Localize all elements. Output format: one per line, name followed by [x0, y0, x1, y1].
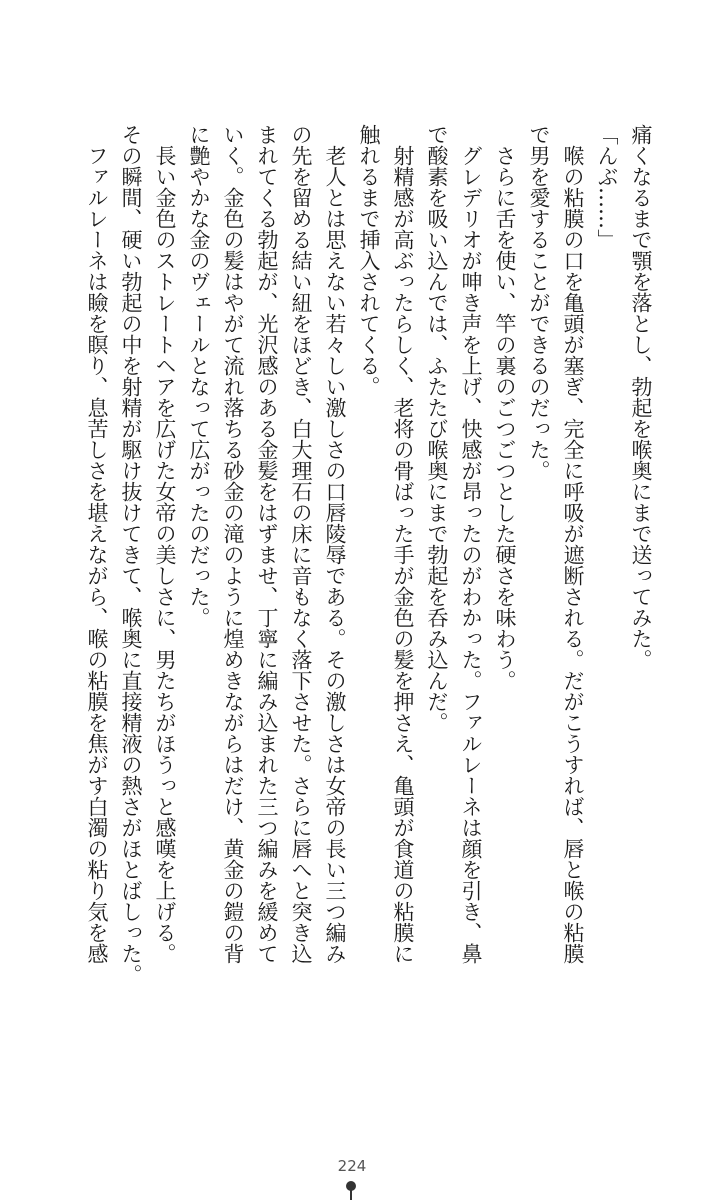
text-line: で男を愛することができるのだった。 — [527, 124, 551, 481]
text-line: の先を留める結い紐をほどき、白大理石の床に音もなく落下させた。さらに唇へと突き込 — [289, 124, 313, 964]
text-line: 痛くなるまで顎を落とし、勃起を喉奥にまで送ってみた。 — [629, 124, 653, 670]
text-line: 射精感が高ぶったらしく、老将の骨ばった手が金色の髪を押さえ、亀頭が食道の粘膜に — [391, 124, 415, 964]
text-line: まれてくる勃起が、光沢感のある金髪をはずませ、丁寧に編み込まれた三つ編みを緩めて — [255, 124, 279, 964]
text-line: ファルレーネは瞼を瞑り、息苦しさを堪えながら、喉の粘膜を焦がす白濁の粘り気を感 — [85, 124, 109, 964]
text-line: いく。金色の髪はやがて流れ落ちる砂金の滝のように煌めきながらはだけ、黄金の鎧の背 — [221, 124, 245, 964]
text-line: 「んぶ……」 — [595, 124, 619, 250]
text-line: 長い金色のストレートヘアを広げた女帝の美しさに、男たちがほうっと感嘆を上げる。 — [153, 124, 177, 964]
text-line: 老人とは思えない若々しい激しさの口唇陵辱である。その激しさは女帝の長い三つ編み — [323, 124, 347, 964]
text-line: グレデリオが呻き声を上げ、快感が昂ったのがわかった。ファルレーネは顔を引き、鼻 — [459, 124, 483, 964]
text-line: さらに舌を使い、竿の裏のごつごつとした硬さを味わう。 — [493, 124, 517, 691]
text-line: で酸素を吸い込んでは、ふたたび喉奥にまで勃起を呑み込んだ。 — [425, 124, 449, 733]
text-line: 喉の粘膜の口を亀頭が塞ぎ、完全に呼吸が遮断される。だがこうすれば、唇と喉の粘膜 — [561, 124, 585, 964]
page-marker-line — [350, 1190, 352, 1200]
text-line: その瞬間、硬い勃起の中を射精が駆け抜けてきて、喉奥に直接精液の熱さがほとばしった。 — [119, 124, 143, 985]
body-text — [80, 124, 658, 1064]
text-line: に艶やかな金のヴェールとなって広がったのだった。 — [187, 124, 211, 628]
text-line: 触れるまで挿入されてくる。 — [357, 124, 381, 397]
page-number: 224 — [337, 1157, 367, 1175]
